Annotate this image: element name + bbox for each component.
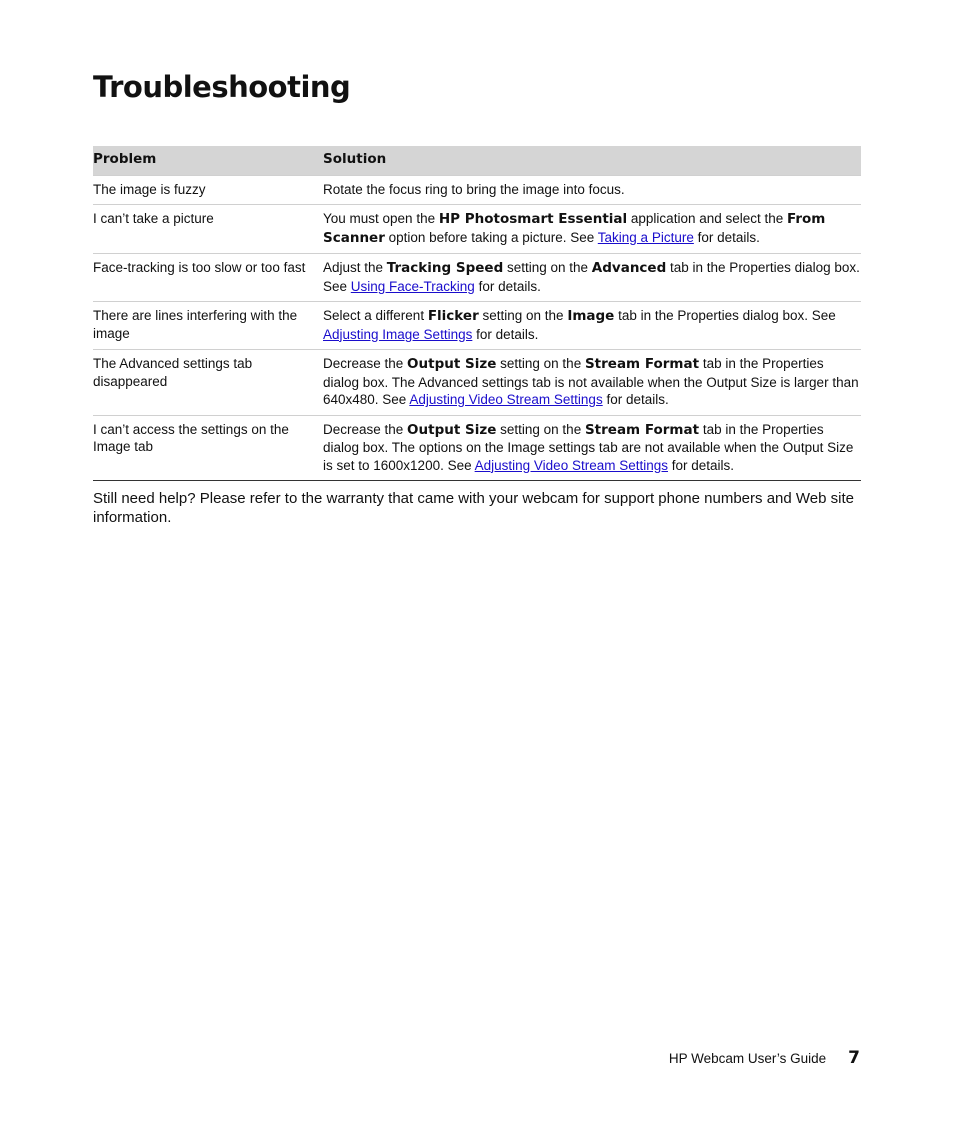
- problem-cell: I can’t access the settings on the Image tab: [93, 415, 323, 481]
- solution-cell: [323, 205, 861, 254]
- solution-cell: [323, 302, 861, 350]
- table-row: [93, 302, 861, 350]
- ui-term: Advanced: [591, 260, 667, 276]
- ui-term: Output Size: [407, 356, 497, 372]
- ui-term: Output Size: [407, 421, 497, 438]
- table-body: [93, 175, 861, 481]
- solution-text: Decrease the: [323, 421, 408, 437]
- solution-text: tab in the Properties dialog box. The options on the Image settings tab are not available when the Output Size is set to 1600x1200. See: [323, 421, 854, 473]
- table-row: [93, 175, 861, 205]
- column-header-problem: Problem: [93, 146, 323, 175]
- ui-term: HP Photosmart Essential: [438, 211, 628, 227]
- solution-text: tab in the Properties dialog box. See: [323, 260, 860, 294]
- solution-text: You must open the: [323, 211, 439, 226]
- column-header-solution: Solution: [323, 146, 861, 175]
- ui-term: Stream Format: [584, 421, 700, 438]
- solution-text: tab in the Properties dialog box. The Advanced settings tab is not available when the Output Size is larger than 640x480. See: [323, 356, 859, 407]
- solution-text: for details.: [693, 229, 760, 245]
- guide-title: HP Webcam User’s Guide: [668, 1051, 827, 1066]
- cross-reference-link[interactable]: Adjusting Image Settings: [323, 326, 473, 342]
- ui-term: Flicker: [427, 308, 479, 324]
- solution-text: option before taking a picture. See: [384, 229, 598, 245]
- table-row: [93, 415, 861, 481]
- solution-cell: [323, 175, 861, 205]
- cross-reference-link[interactable]: Using Face-Tracking: [350, 278, 475, 294]
- solution-text: Decrease the: [323, 356, 408, 371]
- solution-text: setting on the: [478, 308, 568, 323]
- page-title: Troubleshooting: [93, 70, 351, 104]
- cross-reference-link[interactable]: Adjusting Video Stream Settings: [409, 392, 603, 407]
- table-header-row: [93, 146, 861, 175]
- ui-term: Image: [567, 308, 615, 324]
- troubleshooting-table: [93, 146, 861, 481]
- solution-text: setting on the: [503, 260, 592, 275]
- problem-cell: The image is fuzzy: [93, 175, 323, 205]
- page-footer: [669, 1048, 860, 1068]
- solution-text: for details.: [474, 278, 541, 294]
- solution-text: tab in the Properties dialog box. See: [614, 308, 836, 323]
- solution-text: Adjust the: [323, 260, 387, 275]
- page-number: 7: [848, 1048, 860, 1068]
- problem-cell: The Advanced settings tab disappeared: [93, 350, 323, 416]
- solution-text: for details.: [602, 392, 669, 407]
- table-row: [93, 350, 861, 416]
- solution-text: application and select the: [627, 211, 788, 226]
- ui-term: Stream Format: [584, 356, 700, 372]
- solution-text: Rotate the focus ring to bring the image into focus.: [323, 181, 625, 197]
- help-text: Still need help? Please refer to the warranty that came with your webcam for support phone numbers and Web site information.: [93, 490, 854, 526]
- solution-text: Select a different: [323, 308, 428, 323]
- problem-cell: Face-tracking is too slow or too fast: [93, 254, 323, 302]
- table-row: [93, 254, 861, 302]
- ui-term: Tracking Speed: [386, 260, 504, 276]
- solution-cell: [323, 350, 861, 416]
- solution-text: for details.: [668, 457, 735, 473]
- solution-cell: [323, 415, 861, 481]
- ui-term: From Scanner: [323, 211, 826, 246]
- table-row: [93, 205, 861, 254]
- problem-cell: There are lines interfering with the image: [93, 302, 323, 350]
- solution-text: setting on the: [496, 356, 585, 371]
- problem-cell: I can’t take a picture: [93, 205, 323, 254]
- cross-reference-link[interactable]: Adjusting Video Stream Settings: [474, 457, 668, 473]
- solution-text: setting on the: [496, 421, 585, 437]
- solution-cell: [323, 254, 861, 302]
- cross-reference-link[interactable]: Taking a Picture: [597, 229, 694, 245]
- solution-text: for details.: [472, 326, 539, 342]
